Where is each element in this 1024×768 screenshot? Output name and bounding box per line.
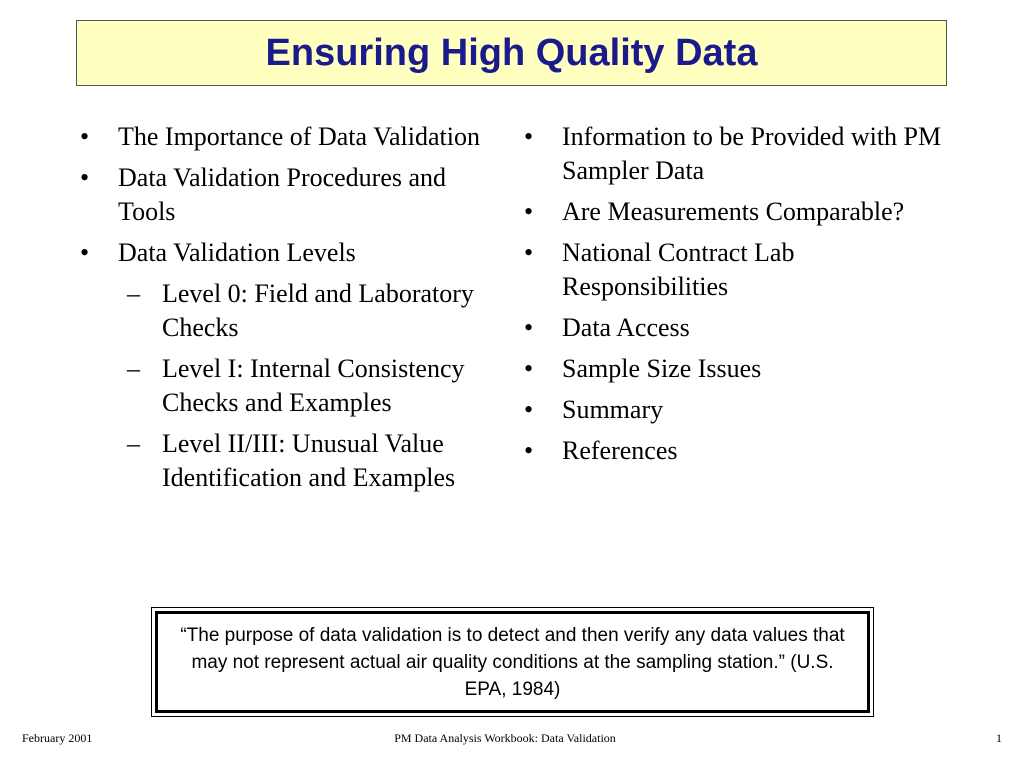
- quote-text: “The purpose of data validation is to detect and then verify any data values that may not represent actual air quality conditions at the sampling station.” (U.S. EPA, 1984): [155, 611, 870, 713]
- list-item-text: Data Validation Procedures and Tools: [118, 163, 447, 226]
- footer-title: PM Data Analysis Workbook: Data Validation: [394, 731, 616, 745]
- list-item-text: Data Validation Levels: [118, 238, 356, 267]
- list-item: [76, 236, 496, 270]
- list-item-text: References: [562, 436, 678, 465]
- footer-date: February 2001: [22, 731, 93, 745]
- right-bullet-list: [520, 120, 960, 475]
- bullet-icon: •: [80, 238, 90, 267]
- sub-list-item: [76, 352, 496, 420]
- page-number: 1: [996, 731, 1002, 745]
- list-item-text: Are Measurements Comparable?: [562, 197, 905, 226]
- list-item: [520, 311, 960, 345]
- slide-title: Ensuring High Quality Data: [265, 31, 758, 74]
- list-item-text: Summary: [562, 395, 664, 424]
- sub-list-item: [76, 427, 496, 495]
- quote-box: [151, 607, 874, 717]
- list-item: [76, 161, 496, 229]
- list-item: [76, 120, 496, 154]
- list-item-text: The Importance of Data Validation: [118, 122, 480, 151]
- dash-bullet-icon: –: [127, 279, 140, 308]
- list-item: [520, 120, 960, 188]
- sub-list-item: [76, 277, 496, 345]
- list-item-text: Sample Size Issues: [562, 354, 762, 383]
- sub-list-item-text: Level II/III: Unusual Value Identification and Examples: [162, 429, 456, 492]
- bullet-icon: •: [524, 313, 534, 342]
- bullet-icon: •: [524, 238, 534, 267]
- bullet-icon: •: [524, 395, 534, 424]
- list-item-text: National Contract Lab Responsibilities: [562, 238, 795, 301]
- list-item: [520, 434, 960, 468]
- list-item: [520, 393, 960, 427]
- dash-bullet-icon: –: [127, 429, 140, 458]
- bullet-icon: •: [524, 354, 534, 383]
- sub-list-item-text: Level 0: Field and Laboratory Checks: [162, 279, 474, 342]
- list-item: [520, 236, 960, 304]
- bullet-icon: •: [80, 122, 90, 151]
- sub-list-item-text: Level I: Internal Consistency Checks and Examples: [162, 354, 465, 417]
- bullet-icon: •: [80, 163, 90, 192]
- list-item-text: Data Access: [562, 313, 690, 342]
- bullet-icon: •: [524, 436, 534, 465]
- bullet-icon: •: [524, 197, 534, 226]
- bullet-icon: •: [524, 122, 534, 151]
- list-item-text: Information to be Provided with PM Sampler Data: [562, 122, 942, 185]
- dash-bullet-icon: –: [127, 354, 140, 383]
- left-bullet-list: [76, 120, 496, 502]
- title-banner: [76, 20, 947, 86]
- list-item: [520, 352, 960, 386]
- list-item: [520, 195, 960, 229]
